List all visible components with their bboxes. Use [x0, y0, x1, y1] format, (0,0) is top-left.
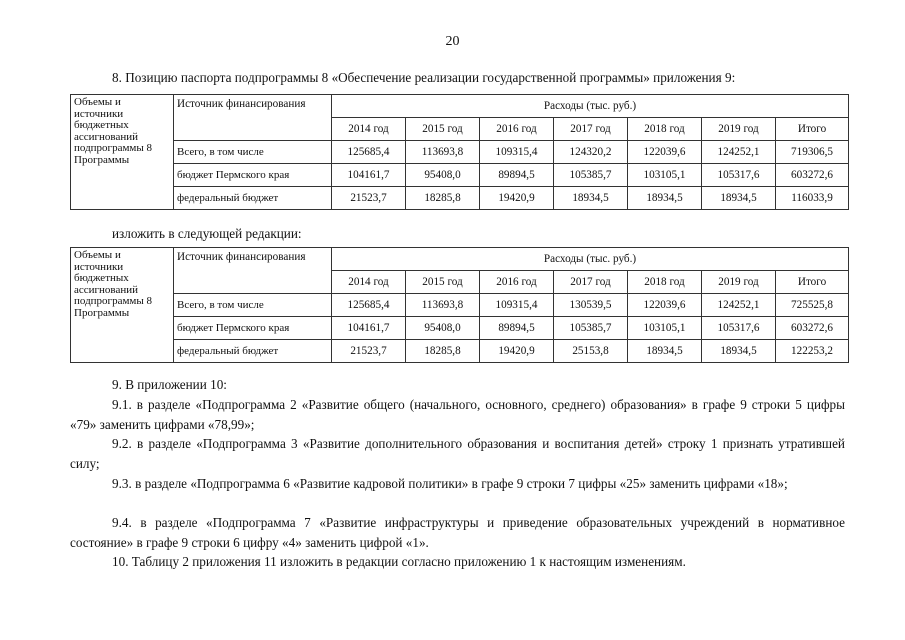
- value-cell: 95408,0: [406, 164, 480, 187]
- value-cell: 18934,5: [628, 187, 702, 210]
- value-cell: 105317,6: [702, 164, 776, 187]
- replace-intro: изложить в следующей редакции:: [112, 226, 302, 241]
- year-header: 2015 год: [406, 118, 480, 141]
- value-cell: 21523,7: [332, 340, 406, 363]
- table-row: [71, 164, 849, 187]
- table-old-expenses-header: Расходы (тыс. руб.): [332, 95, 849, 118]
- table-new-source-header: Источник финансирования: [174, 248, 332, 294]
- year-header: 2018 год: [628, 271, 702, 294]
- item-9-4: 9.4. в разделе «Подпрограмма 7 «Развитие инфраструктуры и приведение образовательных учреждений в нормативное состояние» в графе 9 строки 6 цифру «4» заменить цифрой «1».: [70, 515, 845, 550]
- total-cell: 122253,2: [776, 340, 849, 363]
- year-header: 2019 год: [702, 271, 776, 294]
- value-cell: 105317,6: [702, 317, 776, 340]
- item-9-heading: 9. В приложении 10:: [112, 377, 227, 392]
- item-9-1: 9.1. в разделе «Подпрограмма 2 «Развитие общего (начального, основного, среднего) образования» в графе 9 строки 5 цифры «79» заменить цифрами «78,99»;: [70, 397, 845, 432]
- item-10: 10. Таблицу 2 приложения 11 изложить в редакции согласно приложению 1 к настоящим изменениям.: [112, 554, 686, 569]
- value-cell: 19420,9: [480, 340, 554, 363]
- value-cell: 124320,2: [554, 141, 628, 164]
- year-header: 2015 год: [406, 271, 480, 294]
- table-row: [71, 187, 849, 210]
- value-cell: 105385,7: [554, 317, 628, 340]
- source-cell: Всего, в том числе: [174, 141, 332, 164]
- value-cell: 105385,7: [554, 164, 628, 187]
- year-header: 2016 год: [480, 118, 554, 141]
- year-header: 2017 год: [554, 118, 628, 141]
- table-row: [71, 340, 849, 363]
- table-row: [71, 141, 849, 164]
- source-cell: федеральный бюджет: [174, 340, 332, 363]
- item-8-intro: 8. Позицию паспорта подпрограммы 8 «Обеспечение реализации государственной программы» приложения 9:: [112, 70, 736, 85]
- item-9-2: 9.2. в разделе «Подпрограмма 3 «Развитие дополнительного образования и воспитания детей» строку 1 признать утратившей силу;: [70, 436, 845, 471]
- table-new-expenses-header: Расходы (тыс. руб.): [332, 248, 849, 271]
- financing-table-new: [70, 247, 849, 363]
- value-cell: 124252,1: [702, 294, 776, 317]
- item-9-3: 9.3. в разделе «Подпрограмма 6 «Развитие кадровой политики» в графе 9 строки 7 цифры «25» заменить цифрами «18»;: [112, 476, 788, 491]
- total-cell: 719306,5: [776, 141, 849, 164]
- table-old-label: Объемы и источники бюджетных ассигнований подпрограммы 8 Программы: [71, 95, 174, 210]
- value-cell: 122039,6: [628, 294, 702, 317]
- total-cell: 603272,6: [776, 317, 849, 340]
- value-cell: 125685,4: [332, 294, 406, 317]
- source-cell: бюджет Пермского края: [174, 317, 332, 340]
- year-header: 2019 год: [702, 118, 776, 141]
- source-cell: бюджет Пермского края: [174, 164, 332, 187]
- source-cell: Всего, в том числе: [174, 294, 332, 317]
- value-cell: 18934,5: [554, 187, 628, 210]
- value-cell: 18285,8: [406, 187, 480, 210]
- value-cell: 130539,5: [554, 294, 628, 317]
- value-cell: 109315,4: [480, 294, 554, 317]
- value-cell: 19420,9: [480, 187, 554, 210]
- year-header: 2017 год: [554, 271, 628, 294]
- value-cell: 89894,5: [480, 317, 554, 340]
- year-header: 2014 год: [332, 271, 406, 294]
- year-header: 2018 год: [628, 118, 702, 141]
- total-cell: 116033,9: [776, 187, 849, 210]
- value-cell: 18285,8: [406, 340, 480, 363]
- value-cell: 104161,7: [332, 317, 406, 340]
- year-header: 2016 год: [480, 271, 554, 294]
- value-cell: 113693,8: [406, 141, 480, 164]
- total-cell: 603272,6: [776, 164, 849, 187]
- value-cell: 124252,1: [702, 141, 776, 164]
- value-cell: 103105,1: [628, 164, 702, 187]
- value-cell: 95408,0: [406, 317, 480, 340]
- total-header: Итого: [776, 271, 849, 294]
- value-cell: 113693,8: [406, 294, 480, 317]
- table-new-label: Объемы и источники бюджетных ассигнований подпрограммы 8 Программы: [71, 248, 174, 363]
- source-cell: федеральный бюджет: [174, 187, 332, 210]
- table-row: [71, 294, 849, 317]
- value-cell: 21523,7: [332, 187, 406, 210]
- value-cell: 104161,7: [332, 164, 406, 187]
- value-cell: 109315,4: [480, 141, 554, 164]
- value-cell: 103105,1: [628, 317, 702, 340]
- total-cell: 725525,8: [776, 294, 849, 317]
- value-cell: 18934,5: [628, 340, 702, 363]
- value-cell: 25153,8: [554, 340, 628, 363]
- value-cell: 89894,5: [480, 164, 554, 187]
- value-cell: 18934,5: [702, 187, 776, 210]
- financing-table-old: [70, 94, 849, 210]
- year-header: 2014 год: [332, 118, 406, 141]
- value-cell: 122039,6: [628, 141, 702, 164]
- total-header: Итого: [776, 118, 849, 141]
- value-cell: 18934,5: [702, 340, 776, 363]
- page-number: 20: [445, 34, 460, 49]
- value-cell: 125685,4: [332, 141, 406, 164]
- table-old-source-header: Источник финансирования: [174, 95, 332, 141]
- table-row: [71, 317, 849, 340]
